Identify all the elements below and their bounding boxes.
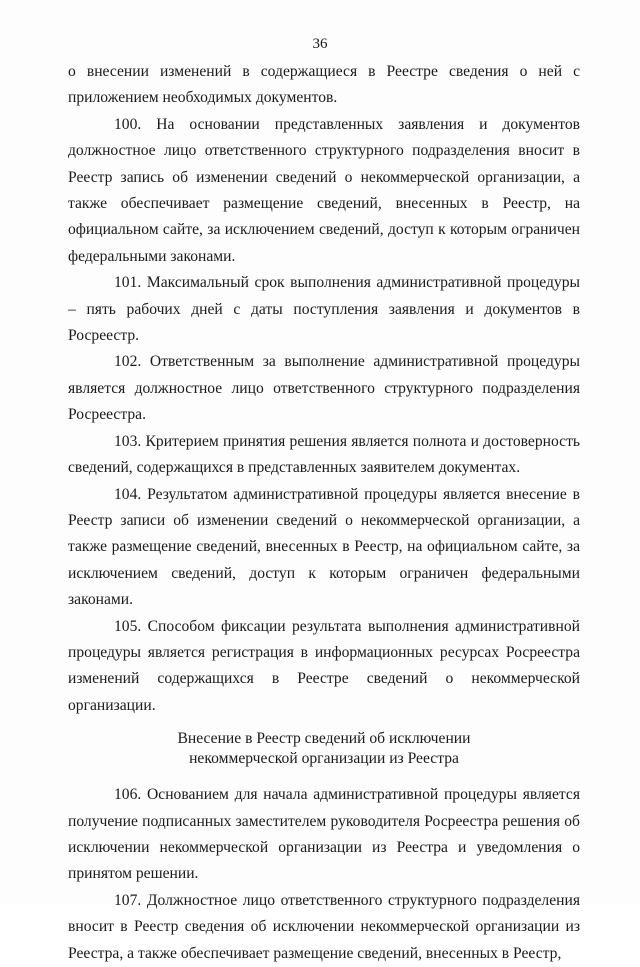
paragraph-105: 105. Способом фиксации результата выполнения административной процедуры является регистрация в информационных ресурсах Росреестра изменений содержащихся в Реестре сведений о некоммерческой организации.: [68, 617, 580, 714]
section-heading-line-1: Внесение в Реестр сведений об исключении: [177, 730, 471, 748]
paragraph-103: 103. Критерием принятия решения является полнота и достоверность сведений, содержащихся в представленных заявителем документах.: [68, 432, 580, 477]
paragraph-104: 104. Результатом административной процедуры является внесение в Реестр записи об изменении сведений о некоммерческой организации, а также размещение сведений, внесенных в Реестр, на официальном сайте, за исключением сведений, доступ к которым ограничен федеральными законами.: [68, 485, 580, 609]
paragraph-100: 100. На основании представленных заявления и документов должностное лицо ответственного структурного подразделения вносит в Реестр запись об изменении сведений о некоммерческой организации, а также обеспечивает размещение сведений, внесенных в Реестр, на официальном сайте, за исключением сведений, доступ к которым ограничен федеральными законами.: [68, 115, 580, 265]
paragraph-101: 101. Максимальный срок выполнения административной процедуры – пять рабочих дней с даты поступления заявления и документов в Росреестр.: [68, 274, 580, 345]
document-body: [68, 59, 580, 967]
paragraph-107: 107. Должностное лицо ответственного структурного подразделения вносит в Реестр сведения об исключении некоммерческой организации из Реестра, а также обеспечивает размещение сведений, внесенных в Реестр,: [68, 891, 580, 962]
section-heading: [68, 729, 580, 769]
page-number: 36: [312, 36, 328, 52]
paragraph-102: 102. Ответственным за выполнение административной процедуры является должностное лицо ответственного структурного подразделения Росреестра.: [68, 353, 580, 424]
paragraph-106: 106. Основанием для начала административной процедуры является получение подписанных заместителем руководителя Росреестра решения об исключении некоммерческой организации из Реестра и уведомления о принятом решении.: [68, 786, 580, 883]
section-heading-line-2: некоммерческой организации из Реестра: [189, 750, 459, 768]
paragraph-continuation: о внесении изменений в содержащиеся в Реестре сведения о ней с приложением необходимых документов.: [68, 63, 580, 107]
